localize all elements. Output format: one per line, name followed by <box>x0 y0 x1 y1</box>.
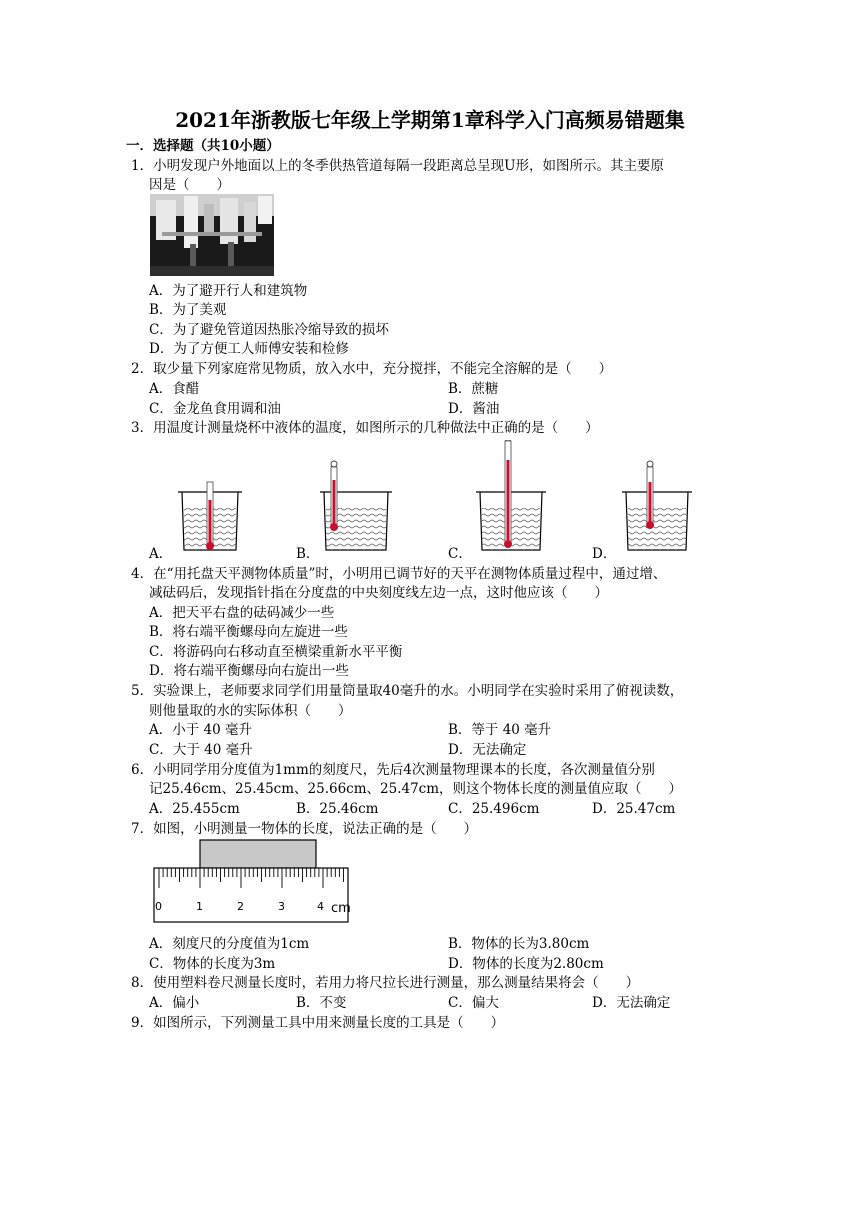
q2-option-b: B．蔗糖 <box>448 381 499 397</box>
section-heading: 一．选择题（共10小题） <box>126 138 280 154</box>
q7-option-d: D．物体的长度为2.80cm <box>448 956 604 972</box>
q5-option-d: D．无法确定 <box>448 742 527 758</box>
q6-option-b: B．25.46cm <box>296 801 379 817</box>
q7-option-a: A．刻度尺的分度值为1cm <box>149 936 310 952</box>
q8-option-d: D．无法确定 <box>592 995 671 1011</box>
ruler-label-2: 2 <box>237 900 244 913</box>
question-6-text-line1: 6．小明同学用分度值为1mm的刻度尺，先后4次测量物理课本的长度，各次测量值分别 <box>131 762 655 778</box>
q4-option-d: D．将右端平衡螺母向右旋出一些 <box>149 663 349 679</box>
q8-option-a: A．偏小 <box>149 995 200 1011</box>
ruler-label-3: 3 <box>278 900 285 913</box>
heating-pipe-photo <box>150 194 274 276</box>
beaker-c <box>476 440 546 550</box>
question-9-text: 9．如图所示，下列测量工具中用来测量长度的工具是（ ） <box>131 1015 505 1031</box>
beaker-d <box>622 461 692 550</box>
q6-option-d: D．25.47cm <box>592 801 676 817</box>
question-5-text-line2: 则他量取的水的实际体积（ ） <box>149 703 352 719</box>
q2-option-c: C．金龙鱼食用调和油 <box>149 401 281 417</box>
q3-label-c: C． <box>448 546 472 562</box>
q2-option-d: D．酱油 <box>448 401 500 417</box>
ruler-figure <box>150 838 360 928</box>
ruler-unit-label: cm <box>331 901 351 916</box>
q5-option-b: B．等于 40 毫升 <box>448 722 552 738</box>
question-3-text: 3．用温度计测量烧杯中液体的温度，如图所示的几种做法中正确的是（ ） <box>131 420 599 436</box>
q6-option-c: C．25.496cm <box>448 801 540 817</box>
q6-option-a: A．25.455cm <box>149 801 240 817</box>
q5-option-c: C．大于 40 毫升 <box>149 742 253 758</box>
question-8-text: 8．使用塑料卷尺测量长度时，若用力将尺拉长进行测量，那么测量结果将会（ ） <box>131 975 640 991</box>
beaker-b <box>320 461 392 550</box>
beaker-a <box>178 482 242 550</box>
q8-option-b: B．不变 <box>296 995 347 1011</box>
q3-label-a: A． <box>149 546 173 562</box>
q4-option-c: C．将游码向右移动直至横梁重新水平平衡 <box>149 644 403 660</box>
q4-option-b: B．将右端平衡螺母向左旋进一些 <box>149 624 348 640</box>
thermometer-beakers-figure <box>170 440 730 558</box>
document-title: 2021年浙教版七年级上学期第1章科学入门高频易错题集 <box>175 108 685 132</box>
question-4-text-line1: 4．在“用托盘天平测物体质量”时，小明用已调节好的天平在测物体质量过程中，通过增、 <box>131 566 667 582</box>
q3-label-b: B． <box>296 546 320 562</box>
q5-option-a: A．小于 40 毫升 <box>149 722 253 738</box>
ruler-label-1: 1 <box>196 900 203 913</box>
ruler-label-0: 0 <box>155 900 162 913</box>
measured-object <box>200 840 316 868</box>
q1-option-a: A．为了避开行人和建筑物 <box>149 283 308 299</box>
question-1-text-line1: 1．小明发现户外地面以上的冬季供热管道每隔一段距离总呈现U形，如图所示。其主要原 <box>131 158 664 174</box>
question-5-text-line1: 5．实验课上，老师要求同学们用量筒量取40毫升的水。小明同学在实验时采用了俯视读数， <box>131 683 684 699</box>
question-2-text: 2．取少量下列家庭常见物质，放入水中，充分搅拌，不能完全溶解的是（ ） <box>131 361 613 377</box>
question-4-text-line2: 减砝码后，发现指针指在分度盘的中央刻度线左边一点，这时他应该（ ） <box>149 585 608 601</box>
question-6-text-line2: 记25.46cm、25.45cm、25.66cm、25.47cm，则这个物体长度的测量值应取（ ） <box>149 781 683 797</box>
q1-option-d: D．为了方便工人师傅安装和检修 <box>149 341 349 357</box>
q7-option-b: B．物体的长为3.80cm <box>448 936 590 952</box>
q4-option-a: A．把天平右盘的砝码减少一些 <box>149 605 335 621</box>
ruler-label-4: 4 <box>317 900 324 913</box>
question-7-text: 7．如图，小明测量一物体的长度，说法正确的是（ ） <box>131 821 478 837</box>
q7-option-c: C．物体的长度为3m <box>149 956 276 972</box>
q2-option-a: A．食醋 <box>149 381 200 397</box>
q1-option-c: C．为了避免管道因热胀冷缩导致的损坏 <box>149 322 389 338</box>
q3-label-d: D． <box>592 546 617 562</box>
question-1-text-line2: 因是（ ） <box>149 177 230 193</box>
q8-option-c: C．偏大 <box>448 995 499 1011</box>
q1-option-b: B．为了美观 <box>149 302 227 318</box>
